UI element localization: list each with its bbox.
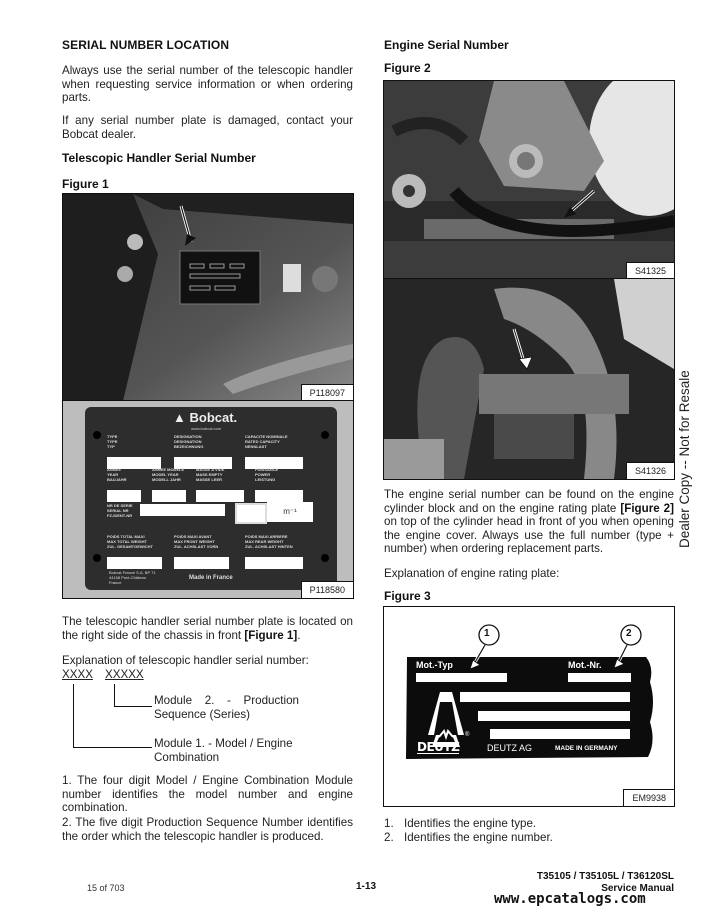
plate-rivet: [321, 431, 329, 439]
plate-field-box: [140, 504, 225, 516]
telescopic-serial-heading: Telescopic Handler Serial Number: [62, 151, 256, 165]
figure-2-top-tag: S41325: [626, 262, 674, 279]
plate-rivet: [321, 554, 329, 562]
plate-field-box: [255, 490, 303, 502]
footer-manual: Service Manual: [601, 883, 674, 894]
dealer-copy-watermark: Dealer Copy -- Not for Resale: [677, 370, 692, 548]
deutz-company: DEUTZ AG: [487, 743, 533, 753]
rating-plate-explanation: Explanation of engine rating plate:: [384, 567, 560, 580]
plate-field-box: [107, 490, 141, 502]
figure-2-reference: [Figure 2]: [620, 501, 674, 515]
bobcat-logo: ▲ Bobcat.: [173, 410, 238, 425]
plate-field-label: TYPE TYPE TYP: [107, 434, 118, 449]
plate-made-in: Made in France: [189, 575, 233, 581]
plate-field-box: [245, 557, 303, 569]
module-2-description: Module 2. - Production Sequence (Series): [154, 694, 299, 721]
plate-field-label: DESIGNATION DESIGNATION BEZEICHNUNG: [174, 434, 204, 449]
engine-plate-list: [384, 817, 553, 844]
figure-3-engine-rating-plate: [383, 606, 675, 807]
figure-1-photo-tag: P118097: [301, 384, 353, 401]
plate-field-label: CAPACITE NOMINALE RATED CAPACITY NENNLAST: [245, 434, 288, 449]
plate-field: [490, 729, 630, 739]
figure-2-label: Figure 2: [384, 61, 431, 75]
mot-typ-field: [416, 673, 507, 682]
mot-typ-label: Mot.-Typ: [416, 660, 453, 670]
plate-field-box: [152, 490, 186, 502]
plate-field-label: POIDS MAXI AVANT MAX FRONT WEIGHT ZUL. ACHSLAST VORN: [174, 534, 219, 549]
damaged-plate-paragraph: If any serial number plate is damaged, contact your Bobcat dealer.: [62, 114, 353, 141]
intro-paragraph: Always use the serial number of the telescopic handler when requesting service information or when ordering parts.: [62, 64, 353, 105]
module-1-description: Module 1. - Model / Engine Combination: [154, 737, 293, 764]
serial-module-2: XXXXX: [105, 668, 144, 681]
plate-rivet: [93, 431, 101, 439]
note-2: 2. The five digit Production Sequence Number identifies the order which the telescopic handler is produced.: [62, 816, 353, 843]
plate-location-paragraph: The telescopic handler serial number plate is located on the right side of the chassis in front [Figure 1].: [62, 615, 353, 642]
plate-field-label: PUISSANCE POWER LEISTUNG: [255, 467, 279, 482]
plate-field-label: ANNEE YEAR BAUJAHR: [107, 467, 127, 482]
figure-2-engine-block-photo: [383, 80, 675, 280]
plate-field-box: [107, 557, 162, 569]
engine-serial-heading: Engine Serial Number: [384, 38, 509, 52]
mot-nr-field: [568, 673, 631, 682]
plate-unit-box: [235, 503, 267, 524]
figure-2-bottom-tag: S41326: [626, 462, 674, 479]
connector-line: [73, 747, 152, 748]
connector-line: [114, 706, 152, 707]
section-title: SERIAL NUMBER LOCATION: [62, 38, 230, 52]
plate-rivet: [93, 554, 101, 562]
registered-mark: ®: [465, 732, 470, 738]
plate-field-label: NR DE SERIE SERIAL NR FZ-IDENT-NR: [107, 503, 133, 518]
bobcat-head-icon: ▲: [173, 410, 186, 425]
engine-serial-paragraph: The engine serial number can be found on the engine cylinder block and on the engine rating plate [Figure 2] on top of the cylinder head in front of you when opening the engine cover. Always use the full number (type + number) when ordering replacement parts.: [384, 488, 674, 556]
plate-field: [478, 711, 630, 721]
explanation-title: Explanation of telescopic handler serial number:: [62, 654, 309, 667]
plate-field-label: MASSE A VIDE MASS EMPTY MASSE LEER: [196, 467, 225, 482]
plate-field-box: [196, 490, 244, 502]
figure-2-engine-bay-photo: [383, 278, 675, 480]
plate-field-label: POIDS MAXI ARRIERE MAX REAR WEIGHT ZUL. ACHSLAST HINTEN: [245, 534, 293, 549]
page-number: 1-13: [356, 881, 377, 892]
figure-1-chassis-photo: [62, 193, 354, 402]
figure-1-plate-tag: P118580: [301, 581, 353, 598]
epcatalogs-link[interactable]: www.epcatalogs.com: [494, 891, 646, 907]
engine-bay-illustration: [384, 279, 674, 479]
made-in-germany: MADE IN GERMANY: [555, 745, 618, 752]
callout-1: 1: [484, 628, 490, 639]
plate-field-label: ANNEE MODELE MODEL YEAR MODELL JAHR: [152, 467, 185, 482]
engine-block-illustration: [384, 81, 674, 279]
figure-3-tag: EM9938: [623, 789, 674, 806]
chassis-photo-illustration: [63, 194, 353, 401]
plate-website: www.bobcat.com: [191, 426, 222, 431]
note-1: 1. The four digit Model / Engine Combination Module number identifies the model number and engine combination.: [62, 774, 353, 815]
list-item: 2. Identifies the engine number.: [384, 830, 553, 844]
callout-2: 2: [626, 628, 632, 639]
figure-1-reference: [Figure 1]: [244, 628, 298, 642]
connector-line: [73, 684, 74, 748]
footer-models: T35105 / T35105L / T36120SL: [536, 871, 674, 882]
figure-3-label: Figure 3: [384, 589, 431, 603]
plate-field-label: POIDS TOTAL MAXI MAX TOTAL WEIGHT ZUL. GESAMTGEWICHT: [107, 534, 153, 549]
figure-1-serial-plate: [62, 400, 354, 599]
plate-field-box: [174, 557, 229, 569]
list-item: 1. Identifies the engine type.: [384, 817, 537, 830]
serial-module-1: XXXX: [62, 668, 93, 681]
page-count: 15 of 703: [87, 883, 125, 893]
connector-line: [114, 684, 115, 707]
deutz-brand: DEUTZ: [417, 740, 460, 754]
serial-plate-body: [85, 407, 337, 590]
plate-unit: m⁻¹: [267, 502, 313, 522]
figure-1-label: Figure 1: [62, 177, 109, 191]
plate-address: Bobcat France S.A. BP 71 44158 Pont-Château France: [109, 570, 156, 585]
plate-field: [460, 692, 630, 702]
mot-nr-label: Mot.-Nr.: [568, 660, 602, 670]
